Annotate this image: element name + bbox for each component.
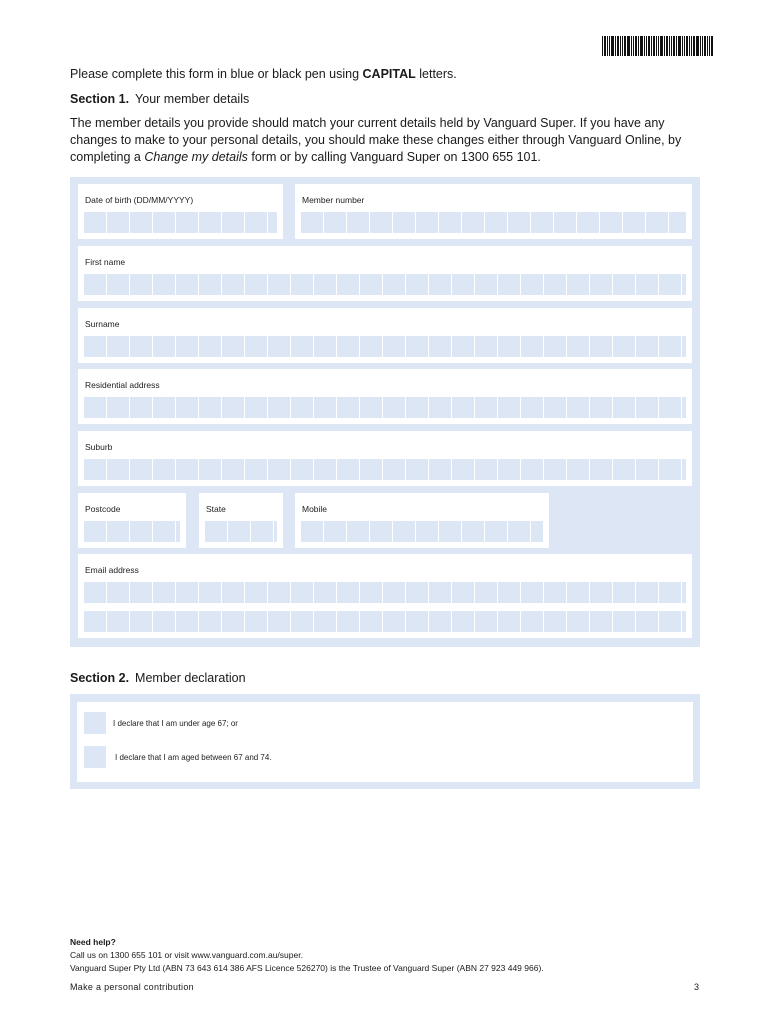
barcode-bar: [622, 36, 623, 56]
barcode-bar: [658, 36, 659, 56]
barcode-bar: [696, 36, 699, 56]
email-field: [78, 554, 692, 638]
residential-address-field: [78, 369, 692, 424]
under-67-checkbox[interactable]: [84, 712, 106, 734]
barcode-bar: [702, 36, 703, 56]
state-input[interactable]: [205, 521, 277, 542]
help-section: [70, 936, 544, 975]
surname-input[interactable]: [84, 336, 686, 357]
barcode-bar: [651, 36, 652, 56]
barcode: [602, 36, 734, 56]
mobile-label: Mobile: [302, 504, 328, 514]
barcode-bar: [711, 36, 713, 56]
barcode-bar: [607, 36, 608, 56]
residential-address-label: Residential address: [85, 380, 160, 390]
instructions: Please complete this form in blue or black pen using CAPITAL letters.: [70, 67, 457, 81]
barcode-bar: [633, 36, 634, 56]
barcode-bar: [611, 36, 614, 56]
page-number: 3: [694, 982, 700, 992]
email-input-line-2[interactable]: [84, 611, 686, 632]
barcode-bar: [700, 36, 701, 56]
form-name: Make a personal contribution: [70, 982, 194, 992]
email-label: Email address: [85, 565, 139, 575]
aged-67-74-label: I declare that I am aged between 67 and 74.: [115, 753, 272, 762]
barcode-bar: [691, 36, 692, 56]
barcode-bar: [635, 36, 637, 56]
surname-field: [78, 308, 692, 363]
section-2-heading: Section 2. Member declaration: [70, 671, 246, 685]
barcode-bar: [620, 36, 621, 56]
declaration-panel: [70, 694, 700, 789]
email-input-line-1[interactable]: [84, 582, 686, 603]
first-name-label: First name: [85, 257, 126, 267]
dob-input[interactable]: [84, 212, 277, 233]
barcode-bar: [648, 36, 650, 56]
barcode-bar: [689, 36, 690, 56]
residential-address-input[interactable]: [84, 397, 686, 418]
barcode-bar: [709, 36, 710, 56]
barcode-bar: [704, 36, 706, 56]
barcode-bar: [640, 36, 643, 56]
barcode-bar: [684, 36, 685, 56]
member-number-input[interactable]: [301, 212, 686, 233]
member-number-field: [295, 184, 692, 239]
barcode-bar: [660, 36, 663, 56]
barcode-bar: [615, 36, 616, 56]
barcode-bar: [624, 36, 626, 56]
trustee-statement: Vanguard Super Pty Ltd (ABN 73 643 614 386 AFS Licence 526270) is the Trustee of Vanguard Super (ABN 27 923 449 966).: [70, 963, 544, 973]
barcode-bar: [644, 36, 645, 56]
dob-field: [78, 184, 283, 239]
section-1-paragraph: The member details you provide should match your current details held by Vanguard Super. If you have any changes to make to your personal details, you should make these changes either through Vanguard Online, by completing a Change my details form or by calling Vanguard Super on 1300 655 101.: [70, 116, 682, 164]
help-heading: Need help?: [70, 937, 116, 947]
mobile-field: [295, 493, 549, 548]
declaration-box: [77, 702, 693, 782]
barcode-bar: [638, 36, 639, 56]
barcode-bar: [707, 36, 708, 56]
suburb-input[interactable]: [84, 459, 686, 480]
state-field: [199, 493, 283, 548]
barcode-bar: [631, 36, 632, 56]
barcode-bar: [646, 36, 647, 56]
first-name-input[interactable]: [84, 274, 686, 295]
first-name-field: [78, 246, 692, 301]
barcode-bar: [678, 36, 681, 56]
barcode-bar: [604, 36, 606, 56]
barcode-bar: [693, 36, 695, 56]
mobile-input[interactable]: [301, 521, 543, 542]
barcode-bar: [656, 36, 657, 56]
surname-label: Surname: [85, 319, 120, 329]
member-number-label: Member number: [302, 195, 365, 205]
member-details-panel: [70, 177, 700, 647]
dob-label: Date of birth (DD/MM/YYYY): [85, 195, 194, 205]
section-1-heading: Section 1. Your member details: [70, 92, 250, 106]
suburb-label: Suburb: [85, 442, 113, 452]
barcode-bar: [617, 36, 619, 56]
suburb-field: [78, 431, 692, 486]
barcode-bar: [602, 36, 603, 56]
under-67-label: I declare that I am under age 67; or: [113, 719, 238, 728]
aged-67-74-checkbox[interactable]: [84, 746, 106, 768]
help-contact: Call us on 1300 655 101 or visit www.vanguard.com.au/super.: [70, 950, 303, 960]
barcode-bar: [666, 36, 668, 56]
postcode-field: [78, 493, 186, 548]
barcode-bar: [682, 36, 683, 56]
barcode-bar: [627, 36, 630, 56]
barcode-bar: [686, 36, 688, 56]
barcode-bar: [609, 36, 610, 56]
postcode-label: Postcode: [85, 504, 121, 514]
barcode-bar: [671, 36, 672, 56]
barcode-bar: [653, 36, 655, 56]
barcode-bar: [676, 36, 677, 56]
barcode-bar: [669, 36, 670, 56]
postcode-input[interactable]: [84, 521, 180, 542]
barcode-bar: [673, 36, 675, 56]
state-label: State: [206, 504, 226, 514]
barcode-bar: [664, 36, 665, 56]
